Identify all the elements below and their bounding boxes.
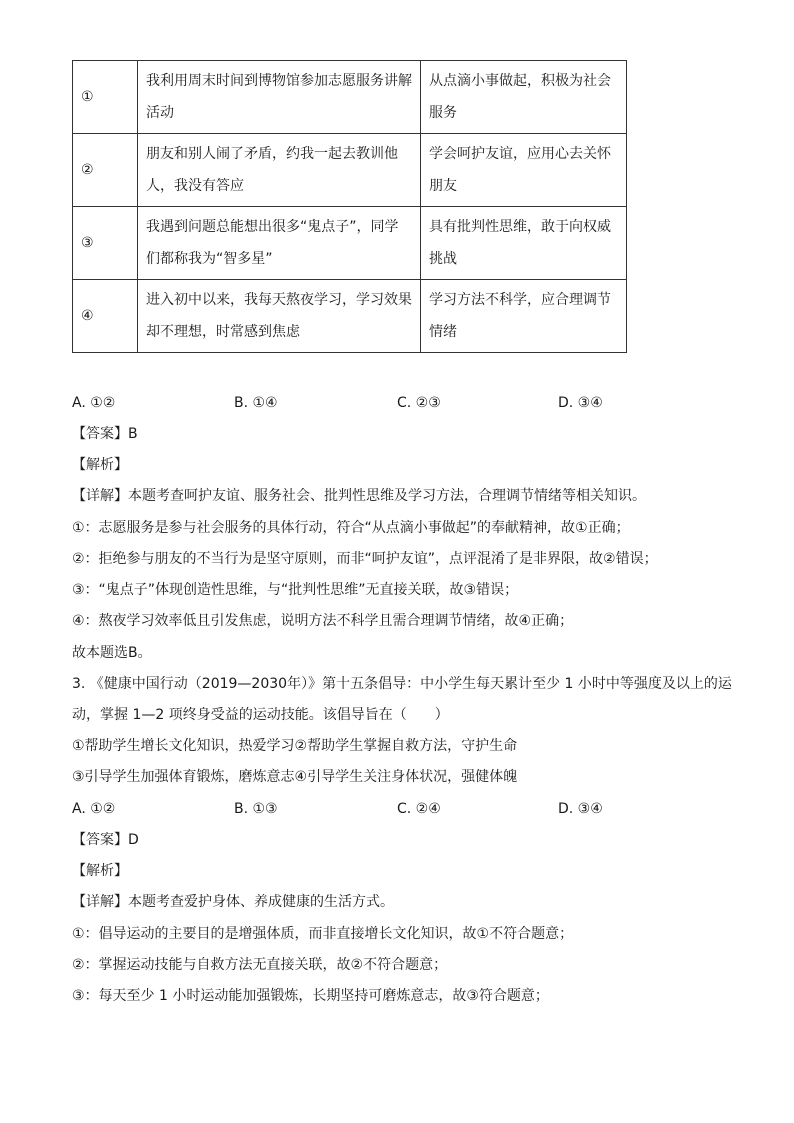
situation-cell: 我遇到问题总能想出很多“鬼点子”，同学们都称我为“智多星” <box>138 207 421 280</box>
analysis-point: ③：“鬼点子”体现创造性思维，与“批判性思维”无直接关联，故③错误； <box>72 582 519 598</box>
analysis-label: 【解析】 <box>72 863 128 879</box>
table-row <box>73 207 627 280</box>
option-a: A. ①② <box>72 801 116 817</box>
answer-label: 【答案】B <box>72 426 138 442</box>
option-b: B. ①④ <box>234 395 278 411</box>
situation-cell: 我利用周末时间到博物馆参加志愿服务讲解活动 <box>138 61 421 134</box>
comment-cell: 学习方法不科学，应合理调节情绪 <box>421 280 627 353</box>
situation-cell: 朋友和别人闹了矛盾，约我一起去教训他人，我没有答应 <box>138 134 421 207</box>
option-a: A. ①② <box>72 395 116 411</box>
row-number: ③ <box>73 207 138 280</box>
table-row <box>73 280 627 353</box>
analysis-point: ④：熬夜学习效率低且引发焦虑，说明方法不科学且需合理调节情绪，故④正确； <box>72 613 574 629</box>
choice-line: ③引导学生加强体育锻炼，磨炼意志④引导学生关注身体状况，强健体魄 <box>72 769 518 785</box>
comment-cell: 学会呵护友谊，应用心去关怀朋友 <box>421 134 627 207</box>
option-d: D. ③④ <box>558 801 603 817</box>
question-stem: 动，掌握 1—2 项终身受益的运动技能。该倡导旨在（ ） <box>72 707 449 723</box>
choice-line: ①帮助学生增长文化知识，热爱学习②帮助学生掌握自救方法，守护生命 <box>72 738 518 754</box>
analysis-point: ①：志愿服务是参与社会服务的具体行动，符合“从点滴小事做起”的奉献精神，故①正确； <box>72 520 630 536</box>
conclusion-text: 故本题选B。 <box>72 645 152 661</box>
comment-cell: 具有批判性思维，敢于向权威挑战 <box>421 207 627 280</box>
detail-text: 【详解】本题考查呵护友谊、服务社会、批判性思维及学习方法，合理调节情绪等相关知识。 <box>72 488 646 504</box>
detail-text: 【详解】本题考查爱护身体、养成健康的生活方式。 <box>72 894 394 910</box>
option-c: C. ②③ <box>397 395 441 411</box>
analysis-label: 【解析】 <box>72 457 128 473</box>
option-b: B. ①③ <box>234 801 278 817</box>
analysis-point: ②：掌握运动技能与自救方法无直接关联，故②不符合题意； <box>72 957 448 973</box>
row-number: ② <box>73 134 138 207</box>
table-row <box>73 134 627 207</box>
option-d: D. ③④ <box>558 395 603 411</box>
row-number: ① <box>73 61 138 134</box>
analysis-point: ③：每天至少 1 小时运动能加强锻炼，长期坚持可磨炼意志，故③符合题意； <box>72 988 549 1004</box>
comment-cell: 从点滴小事做起，积极为社会服务 <box>421 61 627 134</box>
answer-label: 【答案】D <box>72 832 139 848</box>
comparison-table <box>72 60 627 353</box>
row-number: ④ <box>73 280 138 353</box>
option-c: C. ②④ <box>397 801 441 817</box>
analysis-point: ②：拒绝参与朋友的不当行为是坚守原则，而非“呵护友谊”，点评混淆了是非界限，故②错误； <box>72 551 658 567</box>
analysis-point: ①：倡导运动的主要目的是增强体质，而非直接增长文化知识，故①不符合题意； <box>72 926 574 942</box>
situation-cell: 进入初中以来，我每天熬夜学习，学习效果却不理想，时常感到焦虑 <box>138 280 421 353</box>
table-row <box>73 61 627 134</box>
question-stem: 3. 《健康中国行动（2019—2030年）》第十五条倡导：中小学生每天累计至少 1 小时中等强度及以上的运 <box>72 676 732 692</box>
